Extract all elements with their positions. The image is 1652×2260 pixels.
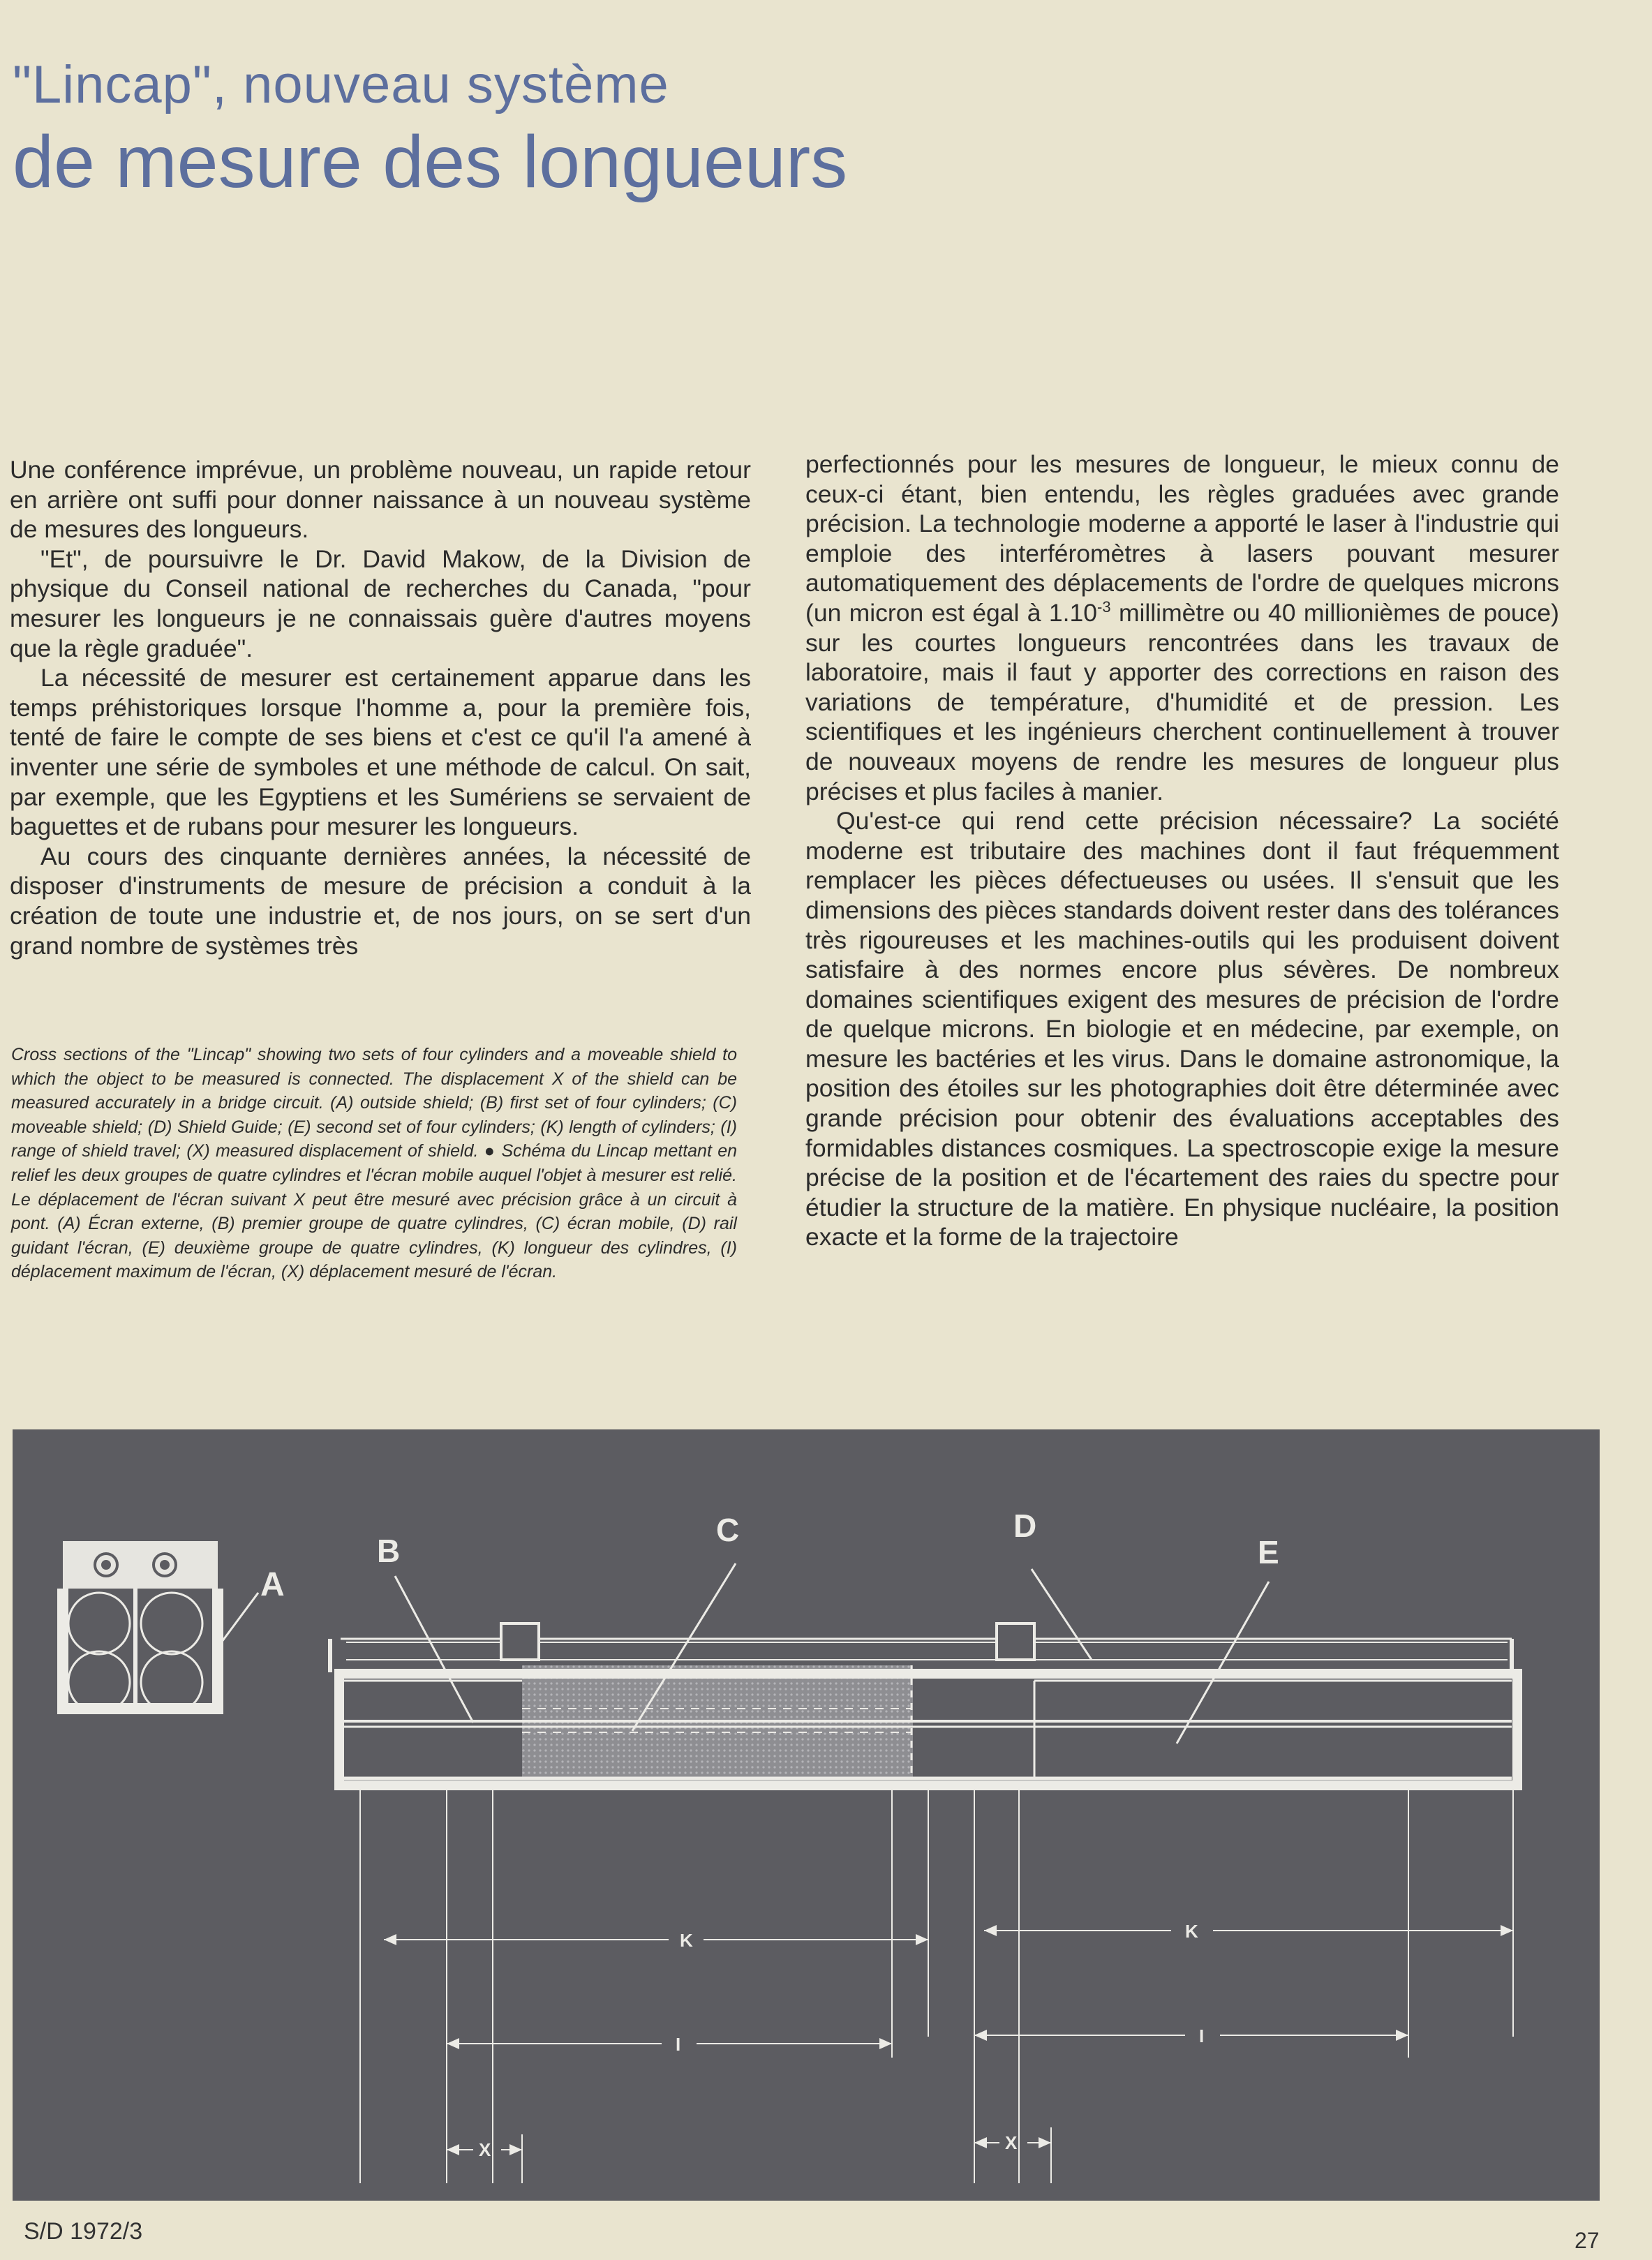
figure-caption: [11, 1043, 737, 1284]
lincap-diagram: [13, 1429, 1600, 2201]
label-i-right: I: [1199, 2025, 1205, 2046]
paragraph: "Et", de poursuivre le Dr. David Makow, de la Division de physique du Conseil national de recherches du Canada, "pour mesurer les longueurs je ne connaissais guère d'autres moyens que la règle graduée".: [10, 544, 751, 662]
paragraph-text: millimètre ou 40 millionièmes de pouce) sur les courtes longueurs rencontrées dans les travaux de laboratoire, mais il faut y apporter des corrections en raison des variations de température, d'humidité et de pression. Les scientifiques et les ingénieurs cherchent continuellement à trouver de nouveaux moyens de rendre les mesures de longueur plus précises et plus faciles à manier.: [805, 598, 1559, 805]
paragraph: La nécessité de mesurer est certainement apparue dans les temps préhistoriques lorsque l'homme a, pour la première fois, tenté de faire le compte de ses biens et c'est ce qu'il l'a amené à inventer une série de symboles et une méthode de calcul. On sait, par exemple, que les Egyptiens et les Sumériens se servaient de baguettes et de rubans pour mesurer les longueurs.: [10, 664, 751, 841]
longitudinal-section: [330, 1623, 1517, 1785]
dimension-lines: [360, 1785, 1513, 2183]
text-column-2: [805, 449, 1559, 1252]
label-e: E: [1258, 1534, 1279, 1570]
label-i-left: I: [676, 2034, 681, 2055]
lincap-diagram-svg: [13, 1429, 1600, 2201]
cross-section-a: [63, 1541, 218, 1713]
caption-english: Cross sections of the "Lincap" showing two sets of four cylinders and a moveable shield to which the object to be measured is connected. The displacement X of the shield can be measured accurately in a bridge circuit. (A) outside shield; (B) first set of four cylinders; (C) moveable shield; (D) Shield Guide; (E) second set of four cylinders; (K) length of cylinders; (I) range of shield travel; (X) measured displacement of shield.: [11, 1045, 737, 1161]
label-x-left: X: [479, 2139, 491, 2160]
label-d: D: [1013, 1508, 1037, 1544]
text-column-1: [10, 455, 751, 960]
caption-french: Schéma du Lincap mettant en relief les deux groupes de quatre cylindres et l'écran mobile auquel l'objet à mesurer est relié. Le déplacement de l'écran suivant X peut être mesuré avec précision grâce à un circuit à pont. (A) Écran externe, (B) premier groupe de quatre cylindres, (C) écran mobile, (D) rail guidant l'écran, (E) deuxième groupe de quatre cylindres, (K) longueur des cylindres, (I) déplacement maximum de l'écran, (X) déplacement mesuré de l'écran.: [11, 1141, 737, 1282]
superscript-exponent: -3: [1097, 598, 1111, 616]
title-line-2: de mesure des longueurs: [13, 121, 848, 203]
label-k-left: K: [680, 1930, 693, 1951]
title-line-1: "Lincap", nouveau système: [13, 55, 669, 114]
paragraph-text: perfectionnés pour les mesures de longueur, le mieux connu de ceux-ci étant, bien entendu, les règles graduées avec grande précision. La technologie moderne a apporté le laser à l'industrie qui emploie des interféromètres à lasers pouvant mesurer automatiquement des déplacements de l'ordre de quelques microns (un micron est égal à 1.10: [805, 450, 1559, 627]
label-b: B: [377, 1533, 401, 1569]
paragraph: Au cours des cinquante dernières années, la nécessité de disposer d'instruments de mesure de précision a conduit à la création de toute une industrie et, de nos jours, on se sert d'un grand nombre de systèmes très: [10, 842, 751, 960]
label-c: C: [716, 1512, 740, 1548]
label-a: A: [260, 1566, 285, 1603]
issue-label: S/D 1972/3: [24, 2218, 143, 2245]
paragraph: Qu'est-ce qui rend cette précision nécessaire? La société moderne est tributaire des machines dont il faut fréquemment remplacer les pièces défectueuses ou usées. Il s'ensuit que les dimensions des pièces standards doivent rester dans des tolérances très rigoureuses et les machines-outils qui les produisent doivent satisfaire à des normes encore plus sévères. De nombreux domaines scientifiques exigent des mesures de précision de l'ordre de quelque microns. En biologie et en médecine, par exemple, on mesure les bactéries et les virus. Dans le domaine astronomique, la position des étoiles sur les photographies doit être déterminée avec grande précision pour obtenir des évaluations acceptables des formidables distances cosmiques. La spectroscopie exige la mesure précise de la position et de l'écartement des raies du spectre pour étudier la structure de la matière. En physique nucléaire, la position exacte et la forme de la trajectoire: [805, 807, 1559, 1251]
paragraph: [805, 449, 1559, 806]
caption-bullet: ●: [484, 1141, 496, 1161]
label-k-right: K: [1185, 1921, 1198, 1942]
paragraph: Une conférence imprévue, un problème nouveau, un rapide retour en arrière ont suffi pour donner naissance à un nouveau système de mesures des longueurs.: [10, 456, 751, 544]
label-x-right: X: [1005, 2132, 1018, 2153]
page-number: 27: [1575, 2228, 1600, 2253]
